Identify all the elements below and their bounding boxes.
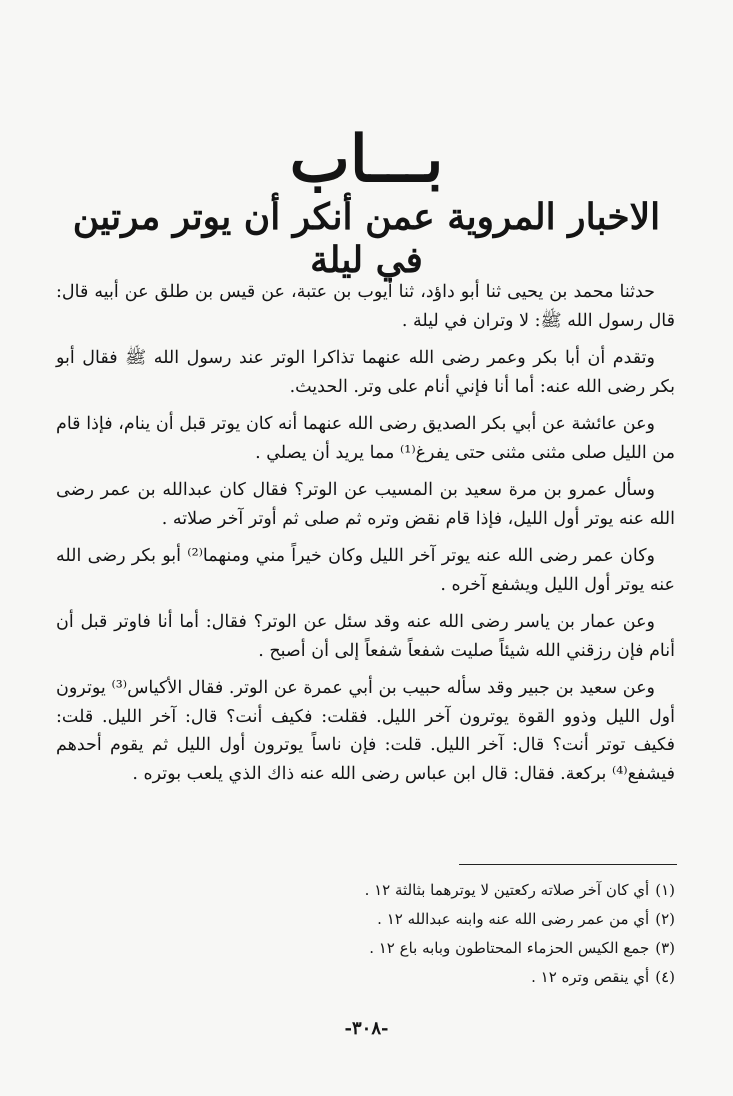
chapter-heading: بـــاب bbox=[289, 122, 444, 197]
footnote-text: أي كان آخر صلاته ركعتين لا يوترهما بثالثة ١٢ . bbox=[364, 881, 650, 899]
body-text bbox=[56, 278, 675, 797]
footnote bbox=[100, 963, 675, 992]
footnote bbox=[100, 934, 675, 963]
footnote-number: (٢) bbox=[655, 910, 675, 928]
footnote bbox=[100, 905, 675, 934]
footnote bbox=[100, 876, 675, 905]
footnote-text: جمع الكيس الحزماء المحتاطون وبابه باع ١٢ . bbox=[369, 939, 650, 957]
footnote-number: (١) bbox=[655, 881, 675, 899]
page-number: -٣٠٨- bbox=[344, 1018, 389, 1039]
footnote-number: (٣) bbox=[655, 939, 675, 957]
paragraph: حدثنا محمد بن يحيى ثنا أبو داؤد، ثنا أيوب بن عتبة، عن قيس بن طلق عن أبيه قال: قال رسول الله ﷺ: لا وتران في ليلة . bbox=[56, 282, 675, 331]
chapter-subtitle: الاخبار المروية عمن أنكر أن يوتر مرتين في ليلة bbox=[72, 196, 661, 282]
footnote-number: (٤) bbox=[655, 968, 675, 986]
footnote-text: أي من عمر رضى الله عنه وابنه عبدالله ١٢ . bbox=[377, 910, 650, 928]
paragraph: وعن سعيد بن جبير وقد سأله حبيب بن أبي عمرة عن الوتر. فقال الأكياس⁽³⁾ يوترون أول الليل وذوو القوة يوترون آخر الليل. فقلت: فكيف أنت؟ قال: آخر الليل. قلت: فكيف توتر أنت؟ قال: آخر الليل. قلت: فإن ناساً يوترون أول الليل ثم يقوم أحدهم فيشفع⁽⁴⁾ بركعة. فقال: قال ابن عباس رضى الله عنه ذاك الذي يلعب بوتره . bbox=[56, 678, 675, 784]
paragraph: وعن عمار بن ياسر رضى الله عنه وقد سئل عن الوتر؟ فقال: أما أنا فاوتر قبل أن أنام فإن رزقني الله شيئاً صليت شفعاً شفعاً إلى أن أصبح . bbox=[56, 612, 675, 661]
footnotes bbox=[100, 876, 675, 992]
footnote-divider bbox=[459, 864, 677, 865]
footnote-text: أي ينقص وتره ١٢ . bbox=[531, 968, 650, 986]
paragraph: وسأل عمرو بن مرة سعيد بن المسيب عن الوتر؟ فقال كان عبدالله بن عمر رضى الله عنه يوتر أول الليل، فإذا قام نقض وتره ثم صلى ثم أوتر آخر صلاته . bbox=[56, 480, 675, 529]
paragraph: وعن عائشة عن أبي بكر الصديق رضى الله عنهما أنه كان يوتر قبل أن ينام، فإذا قام من الليل صلى مثنى مثنى حتى يفرغ⁽¹⁾ مما يريد أن يصلي . bbox=[56, 414, 675, 463]
paragraph: وتقدم أن أبا بكر وعمر رضى الله عنهما تذاكرا الوتر عند رسول الله ﷺ فقال أبو بكر رضى الله عنه: أما أنا فإني أنام على وتر. الحديث. bbox=[56, 348, 675, 397]
paragraph: وكان عمر رضى الله عنه يوتر آخر الليل وكان خيراً مني ومنهما⁽²⁾ أبو بكر رضى الله عنه يوتر أول الليل ويشفع آخره . bbox=[56, 546, 675, 595]
